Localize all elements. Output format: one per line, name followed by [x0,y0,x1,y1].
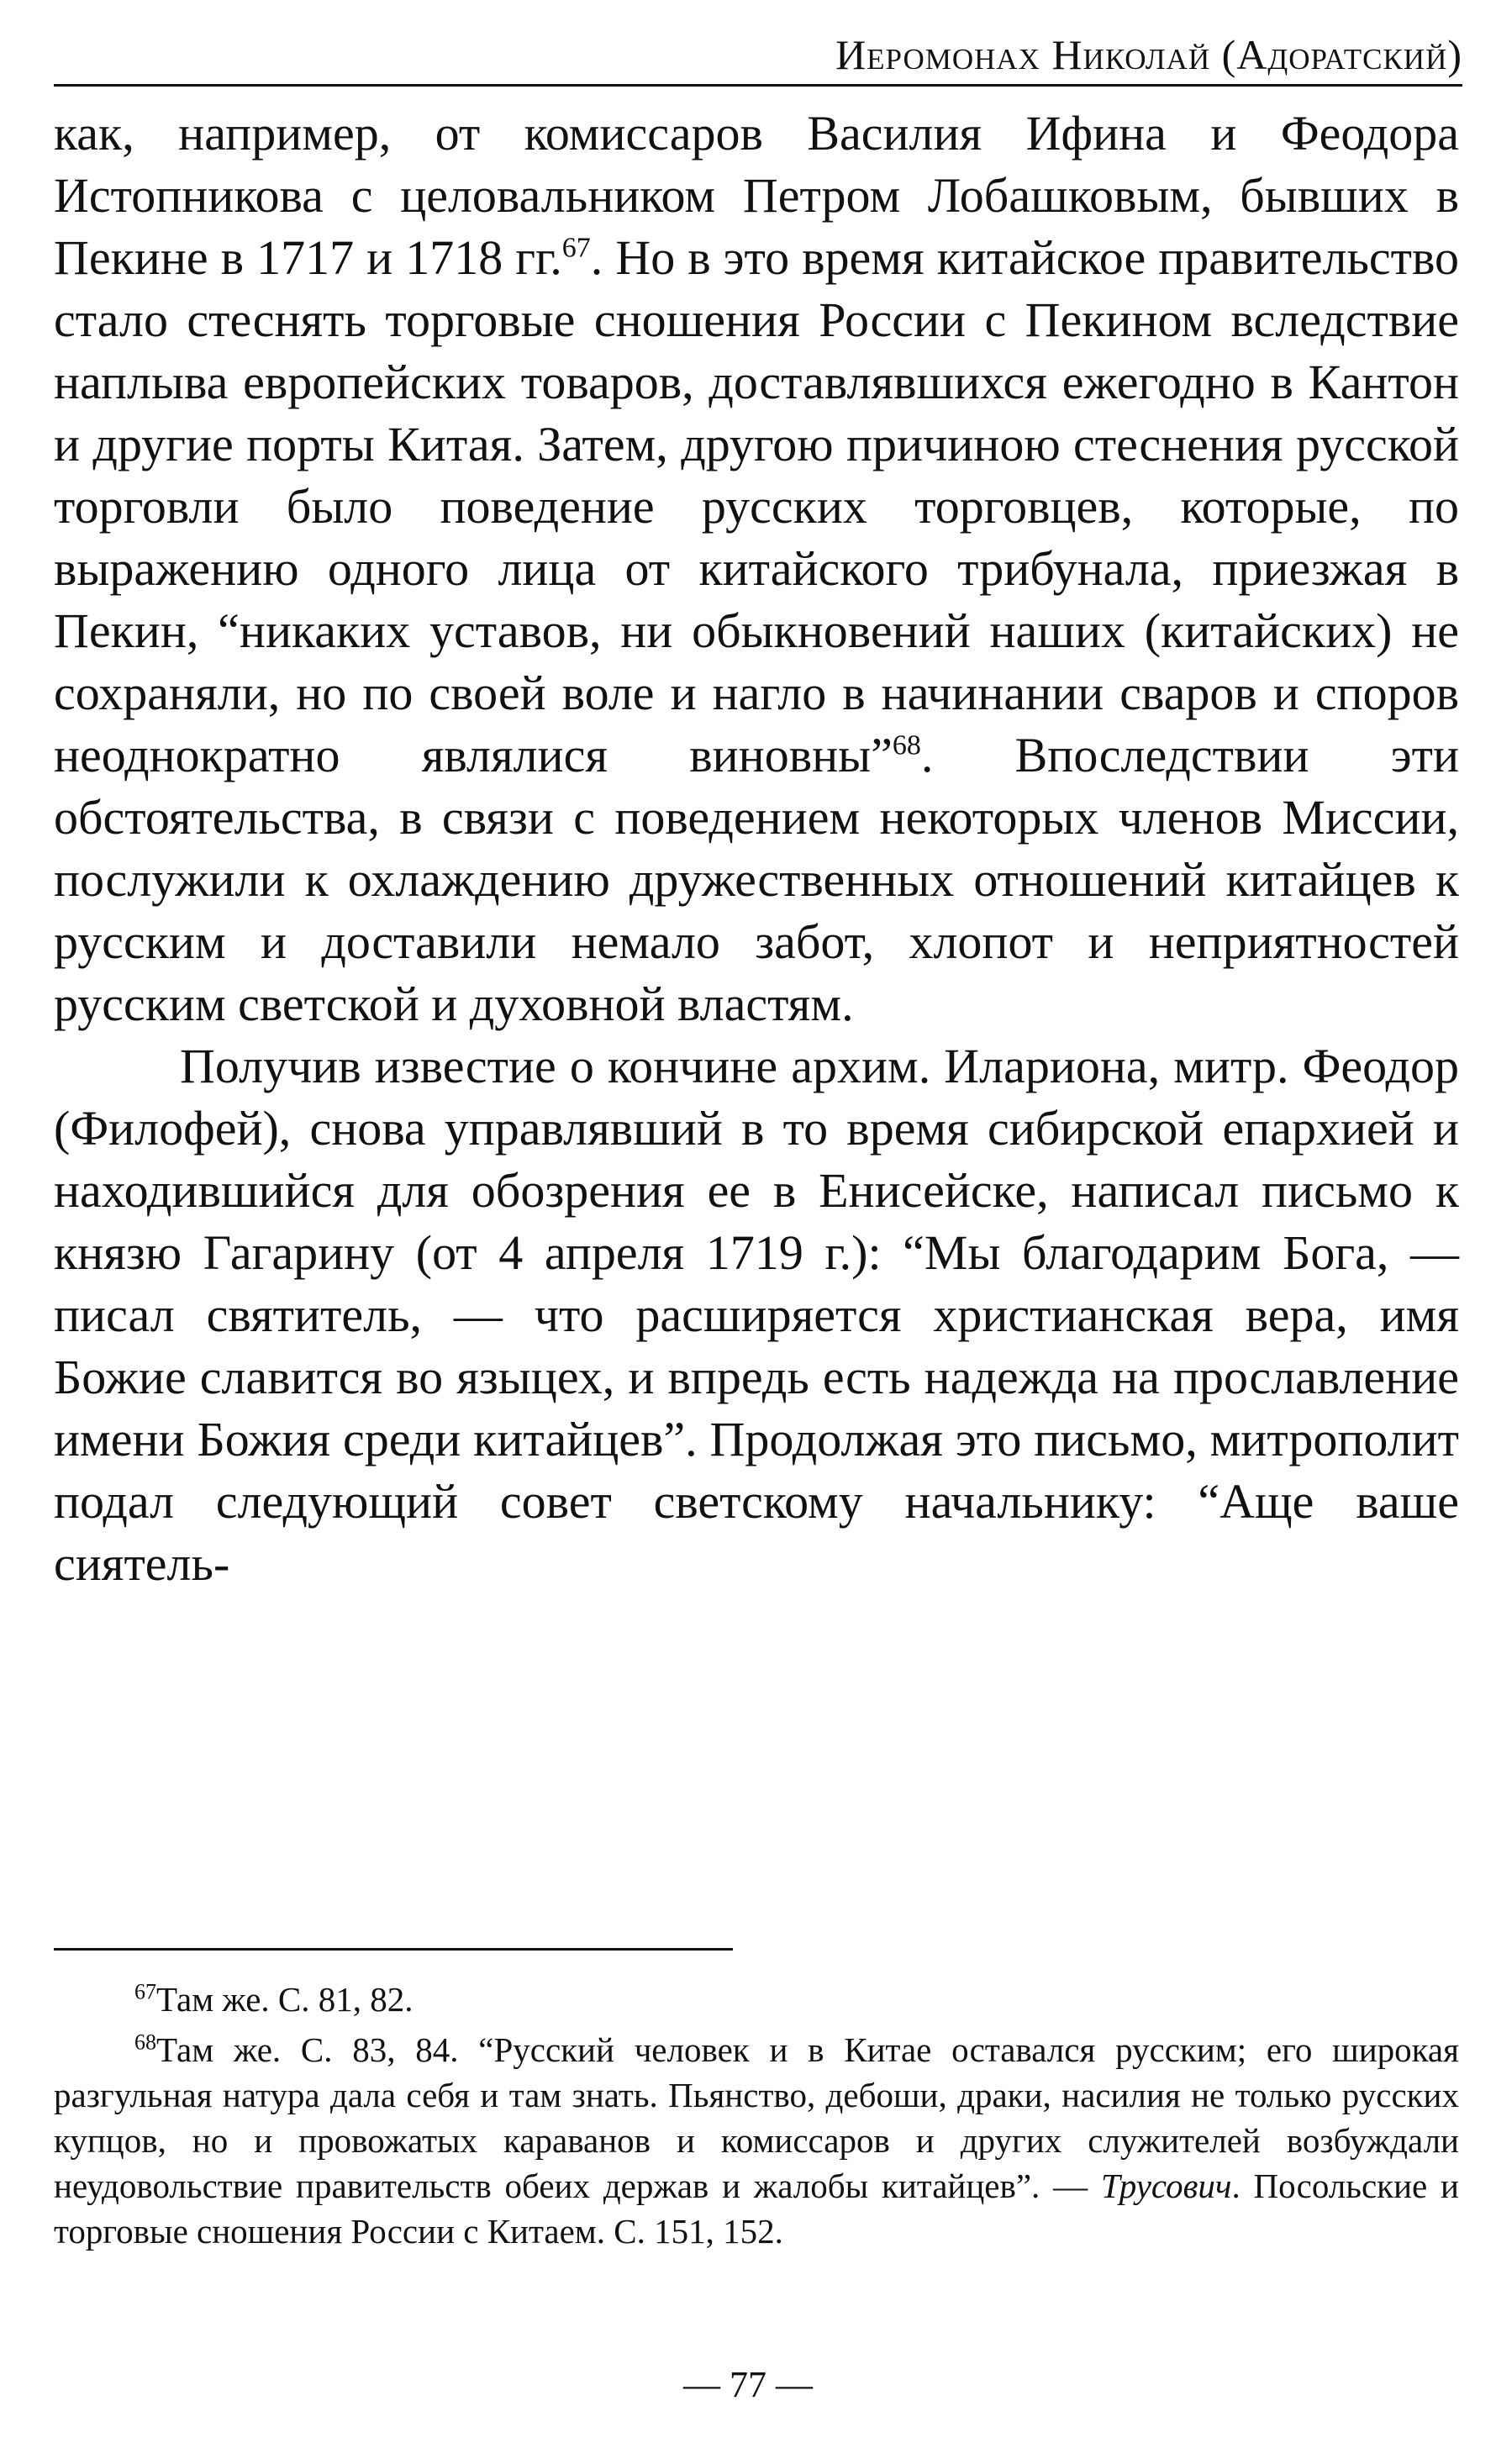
main-text [54,103,1459,1595]
paragraph-1-text-b: . Но в это время китайское правительство стало стеснять торговые сношения России с Пекином вследствие наплыва европейских товаров, доставлявшихся ежегодно в Кантон и другие порты Китая. Затем, другою причиною стеснения русской торговли было поведение русских торговцев, которые, по выражению одного лица от китайского трибунала, приезжая в Пекин, “никаких уставов, ни обыкновений наших (китайских) не сохраняли, но по своей воле и нагло в начинании сваров и споров неоднократно являлися виновны” [54,230,1460,782]
running-head: Иеромонах Николай (Адоратский) [835,31,1462,78]
header-rule [54,84,1462,87]
footnote-number: 68 [134,2030,156,2055]
page-number: — 77 — [683,2364,813,2405]
paragraph-1-text-c: . Впоследствии эти обстоятельства, в связи с поведением некоторых членов Миссии, послужили к охлаждению дружественных отношений китайцев к русским и доставили немало забот, хлопот и неприятностей русским светской и духовной властям. [54,728,1459,1031]
paragraph-2: Получив известие о кончине архим. Илариона, митр. Феодор (Филофей), снова управлявший в то время сибирской епархией и находившийся для обозрения ее в Енисейске, написал письмо к князю Гагарину (от 4 апреля 1719 г.): “Мы благодарим Бога, — писал святитель, — что расширяется христианская вера, имя Божие славится во языцех, и впредь есть надежда на прославление имени Божия среди китайцев”. Продолжая это письмо, митрополит подал следующий совет светскому начальнику: “Аще ваше сиятель- [54,1039,1459,1591]
footnote-rule [54,1948,733,1951]
footnote-text: Там же. С. 83, 84. “Русский человек и в Китае оставался русским; его широкая разгульная натура дала себя и там знать. Пьянство, дебоши, драки, насилия не только русских купцов, но и провожатых караванов и комиссаров и других служителей возбуждали неудовольствие правительств обеих держав и жалобы китайцев”. — [54,2030,1459,2205]
footnote-text-end: . Посольские и торговые сношения России с Китаем. С. 151, 152. [54,2167,1459,2251]
footnote-68 [54,2027,1459,2254]
footnotes [54,1977,1459,2259]
paragraph-1 [54,103,1459,1035]
footnote-author: Трусович [1100,2167,1232,2205]
paragraph-1-text-a: как, например, от комиссаров Василия Ифина и Феодора Истопникова с целовальником Петром Лобашковым, бывших в Пекине в 1717 и 1718 гг. [54,106,1459,285]
footnote-ref-67[interactable]: 67 [561,232,591,264]
footnote-number: 67 [134,1979,156,2004]
footnote-67 [54,1977,1459,2022]
footnote-ref-68[interactable]: 68 [892,729,921,761]
footnote-text: Там же. С. 81, 82. [156,1980,414,2019]
